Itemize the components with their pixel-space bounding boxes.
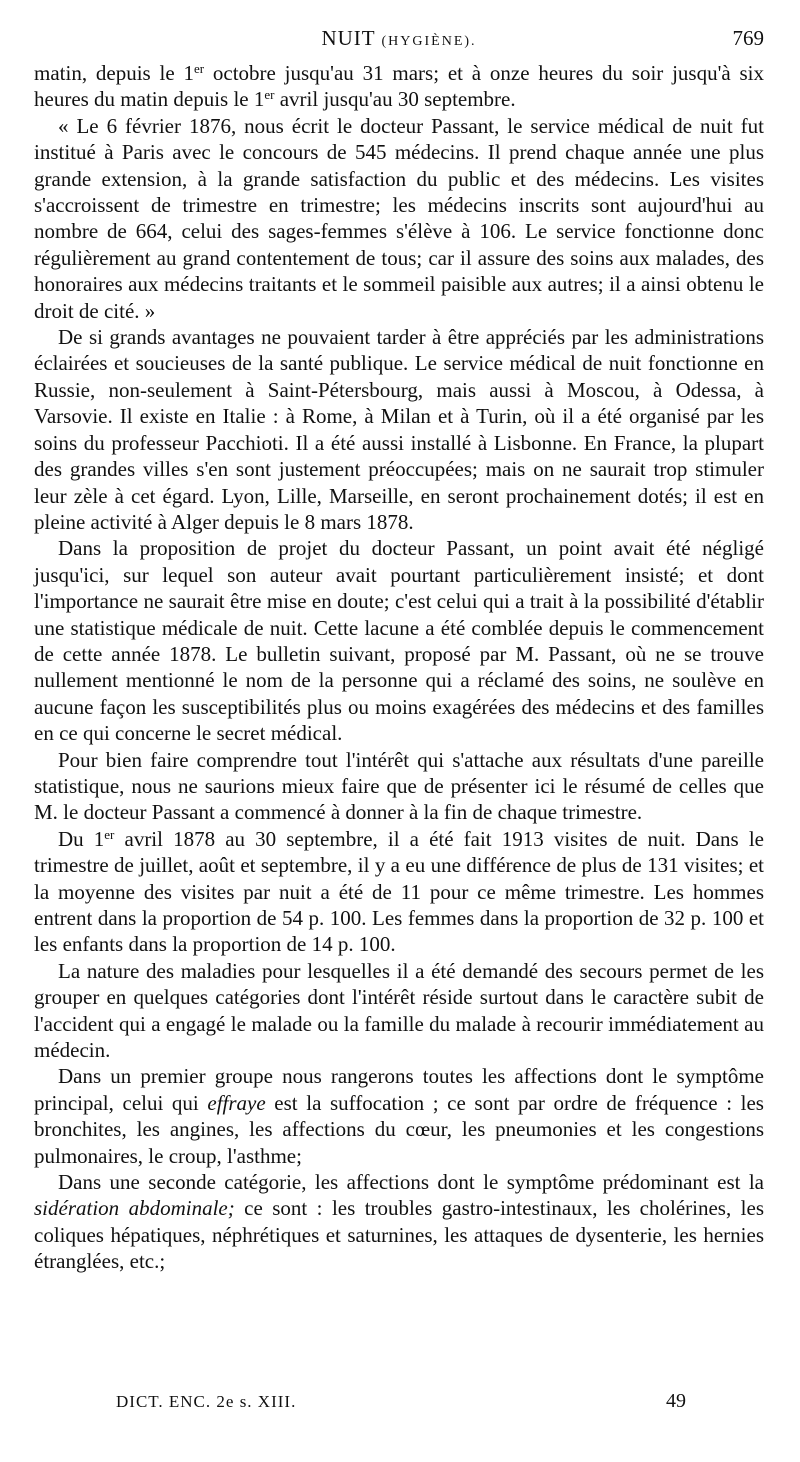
text-segment: Dans une seconde catégorie, les affections dont le symptôme prédominant est la — [58, 1170, 764, 1195]
running-title — [34, 26, 764, 51]
paragraph — [34, 113, 764, 324]
emphasis-text: sidération abdominale; — [34, 1196, 235, 1221]
text-segment: matin, depuis le 1 — [34, 61, 194, 85]
superscript: er — [264, 87, 275, 103]
text-segment: Pour bien faire comprendre tout l'intérêt qui s'attache aux résultats d'une pareille statistique, nous ne saurions mieux faire que de présenter ici le résumé de celles que M. le docteur Passant a commencé à donner à la fin de chaque trimestre. — [34, 747, 764, 825]
text-segment: avril 1878 au 30 septembre, il a été fait 1913 visites de nuit. Dans le trimestre de juillet, août et septembre, il y a eu une différence de plus de 131 visites; et la moyenne des visites par nuit a été de 11 pour ce même trimestre. Les hommes entrent dans la proportion de 54 p. 100. Les femmes dans la proportion de 32 p. 100 et les enfants dans la proportion de 14 p. 100. — [34, 826, 764, 957]
text-segment: « Le 6 février 1876, nous écrit le docteur Passant, le service médical de nuit fut institué à Paris avec le concours de 545 médecins. Il prend chaque année une plus grande extension, à la grande satisfaction du public et des médecins. Les visites s'accroissent de trimestre en trimestre; les médecins inscrits sont aujourd'hui au nombre de 664, celui des sages-femmes s'élève à 106. Le service fonctionne donc régulièrement au grand contentement de tous; car il assure des soins aux malades, des honoraires aux médecins traitants et le sommeil paisible aux autres; il a ainsi obtenu le droit de cité. » — [34, 113, 764, 323]
text-segment: Du 1 — [58, 826, 105, 851]
superscript: er — [104, 826, 115, 842]
text-segment: De si grands avantages ne pouvaient tarder à être appréciés par les administrations éclairées et soucieuses de la santé publique. Le service médical de nuit fonctionne en Russie, non-seulement à Saint-Pétersbourg, mais aussi à Moscou, à Odessa, à Varsovie. Il existe en Italie : à Rome, à Milan et à Turin, où il a été organisé par les soins du professeur Pacchioti. Il a été aussi installé à Lisbonne. En France, la plupart des grandes villes s'en sont justement préoccupées; mais on ne saurait trop stimuler leur zèle à cet égard. Lyon, Lille, Marseille, en seront prochainement dotés; il est en pleine activité à Alger depuis le 8 mars 1878. — [34, 325, 764, 534]
paragraph — [34, 1063, 764, 1169]
body-text — [34, 60, 764, 1275]
text-segment: Dans un premier groupe nous rangerons toutes les affections dont le symptôme principal, celui qui — [34, 1064, 764, 1115]
paragraph — [34, 324, 764, 535]
paragraph — [34, 826, 764, 958]
text-segment: ce sont : les troubles gastro-intestinaux, les cholérines, les coliques hépatiques, néphrétiques et saturnines, les attaques de dysenterie, les hernies étranglées, etc.; — [34, 1196, 764, 1274]
paragraph — [34, 747, 764, 826]
paragraph — [34, 958, 764, 1064]
text-segment: La nature des maladies pour lesquelles il a été demandé des secours permet de les grouper en quelques catégories dont l'intérêt réside surtout dans le caractère subit de l'accident qui a engagé le malade ou la famille du malade à recourir immédiatement au médecin. — [34, 958, 764, 1063]
paragraph — [34, 60, 764, 113]
running-title-subject: (HYGIÈNE). — [381, 34, 477, 49]
text-segment: avril jusqu'au 30 septembre. — [274, 87, 516, 112]
running-title-main: NUIT — [321, 26, 376, 50]
paragraph — [34, 535, 764, 746]
emphasis-text: effraye — [207, 1090, 266, 1115]
text-segment: octobre jusqu'au 31 mars; et à onze heures du soir jusqu'à six heures du matin depuis le 1 — [34, 61, 764, 112]
paragraph — [34, 1169, 764, 1275]
running-header — [34, 26, 764, 56]
text-segment: est la suffocation ; ce sont par ordre de fréquence : les bronchites, les angines, les affections du cœur, les pneumonies et les congestions pulmonaires, le croup, l'asthme; — [34, 1090, 764, 1168]
signature-mark: DICT. ENC. 2e s. XIII. — [116, 1392, 297, 1411]
page-footer — [116, 1392, 686, 1418]
superscript: er — [193, 61, 205, 76]
text-segment: Dans la proposition de projet du docteur Passant, un point avait été négligé jusqu'ici, sur lequel son auteur avait pourtant particulièrement insisté; et dont l'importance ne saurait être mise en doute; c'est celui qui a trait à la possibilité d'établir une statistique médicale de nuit. Cette lacune a été comblée depuis le commencement de cette année 1878. Le bulletin suivant, proposé par M. Passant, où ne se trouve nullement mentionné le nom de la personne qui a réclamé des soins, ne soulève en aucune façon les susceptibilités plus ou moins exagérées des médecins et des familles en ce qui concerne le secret médical. — [34, 536, 764, 746]
sheet-number: 49 — [666, 1390, 686, 1412]
page-number: 769 — [732, 26, 764, 50]
